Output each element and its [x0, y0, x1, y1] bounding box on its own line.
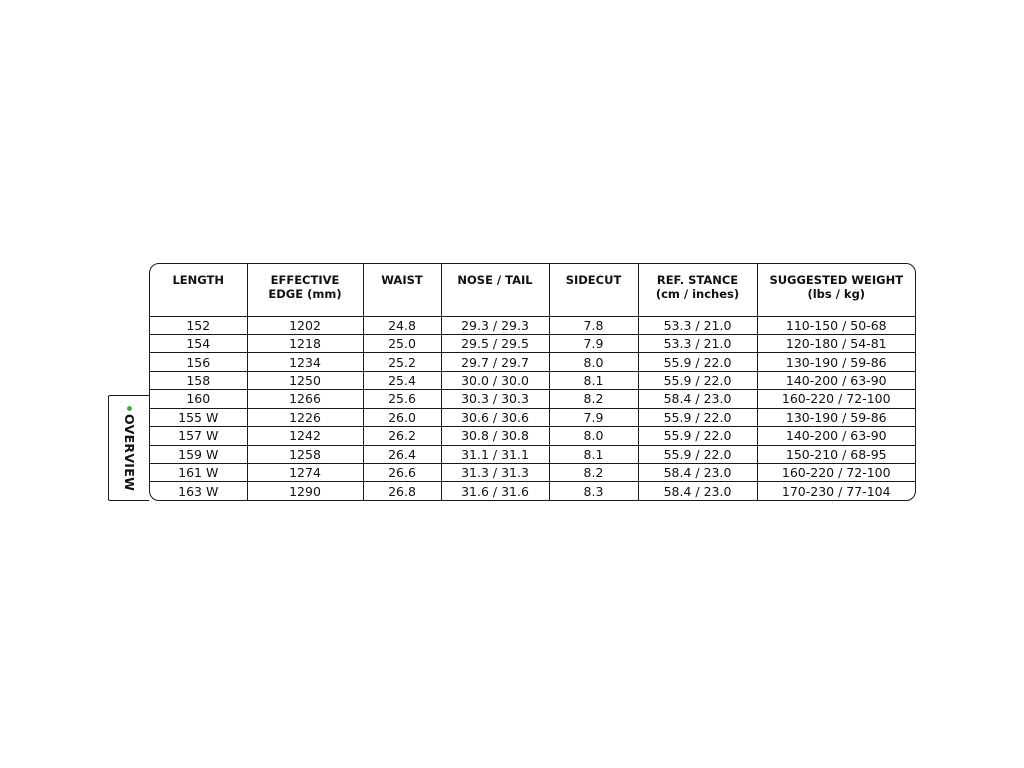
cell-effective-edge	[247, 371, 363, 389]
cell-nose-tail	[441, 316, 549, 334]
cell-ref-stance	[638, 427, 757, 445]
column-header-line: SUGGESTED WEIGHT	[769, 273, 904, 287]
cell-nose-tail	[441, 353, 549, 371]
cell-ref-stance	[638, 464, 757, 482]
cell-suggested-weight	[757, 427, 915, 445]
table-row	[150, 427, 915, 445]
cell-value: 7.9	[583, 409, 604, 425]
cell-ref-stance	[638, 445, 757, 463]
cell-waist	[363, 445, 441, 463]
cell-value: 140-200 / 63-90	[785, 428, 887, 444]
cell-value: 1250	[289, 373, 321, 389]
cell-value: 25.4	[388, 373, 416, 389]
cell-ref-stance	[638, 334, 757, 352]
cell-waist	[363, 427, 441, 445]
cell-value: 25.0	[388, 336, 416, 352]
column-header-ref-stance	[638, 264, 757, 316]
cell-nose-tail	[441, 464, 549, 482]
cell-value: 8.0	[583, 428, 604, 444]
overview-label: OVERVIEW	[122, 414, 137, 492]
cell-value: 158	[186, 373, 211, 389]
cell-nose-tail	[441, 334, 549, 352]
cell-suggested-weight	[757, 353, 915, 371]
column-header-length	[150, 264, 247, 316]
column-header-line: WAIST	[381, 273, 423, 287]
cell-value: 29.5 / 29.5	[461, 336, 529, 352]
cell-value: 30.8 / 30.8	[461, 428, 529, 444]
cell-value: 25.6	[388, 391, 416, 407]
cell-waist	[363, 353, 441, 371]
cell-sidecut	[549, 316, 638, 334]
cell-ref-stance	[638, 371, 757, 389]
green-dot-icon	[127, 406, 132, 411]
cell-waist	[363, 316, 441, 334]
cell-value: 31.6 / 31.6	[461, 483, 529, 499]
cell-value: 1274	[289, 465, 321, 481]
cell-effective-edge	[247, 353, 363, 371]
cell-effective-edge	[247, 334, 363, 352]
column-header-line: LENGTH	[172, 273, 224, 287]
cell-waist	[363, 334, 441, 352]
cell-sidecut	[549, 408, 638, 426]
cell-ref-stance	[638, 390, 757, 408]
cell-length	[150, 482, 247, 500]
cell-sidecut	[549, 427, 638, 445]
column-header-waist	[363, 264, 441, 316]
spec-table	[150, 264, 915, 500]
cell-sidecut	[549, 390, 638, 408]
cell-suggested-weight	[757, 445, 915, 463]
cell-value: 156	[186, 354, 211, 370]
cell-effective-edge	[247, 427, 363, 445]
cell-waist	[363, 464, 441, 482]
cell-value: 8.2	[583, 391, 604, 407]
cell-length	[150, 334, 247, 352]
cell-value: 55.9 / 22.0	[663, 428, 732, 444]
cell-sidecut	[549, 464, 638, 482]
cell-suggested-weight	[757, 371, 915, 389]
table-row	[150, 353, 915, 371]
column-header-line: (lbs / kg)	[807, 287, 866, 301]
cell-suggested-weight	[757, 482, 915, 500]
cell-ref-stance	[638, 408, 757, 426]
column-header-nose-tail	[441, 264, 549, 316]
cell-waist	[363, 482, 441, 500]
cell-length	[150, 427, 247, 445]
cell-suggested-weight	[757, 464, 915, 482]
column-header-line: SIDECUT	[565, 273, 622, 287]
cell-value: 8.2	[583, 465, 604, 481]
cell-value: 1290	[289, 483, 321, 499]
cell-waist	[363, 371, 441, 389]
cell-value: 8.1	[583, 373, 604, 389]
cell-value: 152	[186, 317, 211, 333]
table-row	[150, 316, 915, 334]
overview-side-tab	[108, 395, 149, 501]
cell-length	[150, 353, 247, 371]
cell-value: 26.2	[388, 428, 416, 444]
spec-table-container	[149, 263, 916, 501]
cell-effective-edge	[247, 408, 363, 426]
cell-value: 26.6	[388, 465, 416, 481]
cell-value: 58.4 / 23.0	[663, 391, 732, 407]
cell-value: 55.9 / 22.0	[663, 373, 732, 389]
cell-nose-tail	[441, 445, 549, 463]
column-header-line: NOSE / TAIL	[457, 273, 533, 287]
cell-effective-edge	[247, 482, 363, 500]
cell-value: 1202	[289, 317, 321, 333]
cell-value: 159 W	[178, 446, 219, 462]
cell-sidecut	[549, 334, 638, 352]
cell-value: 160-220 / 72-100	[781, 465, 891, 481]
column-header-effective-edge	[247, 264, 363, 316]
cell-value: 31.1 / 31.1	[461, 446, 529, 462]
column-header-line: REF. STANCE	[656, 273, 739, 287]
column-header-suggested-weight	[757, 264, 915, 316]
cell-value: 160	[186, 391, 211, 407]
cell-value: 110-150 / 50-68	[785, 317, 887, 333]
cell-effective-edge	[247, 464, 363, 482]
cell-value: 150-210 / 68-95	[785, 446, 887, 462]
cell-suggested-weight	[757, 390, 915, 408]
table-row	[150, 482, 915, 500]
cell-value: 30.6 / 30.6	[461, 409, 529, 425]
cell-value: 29.3 / 29.3	[461, 317, 529, 333]
cell-value: 1234	[289, 354, 321, 370]
cell-value: 1242	[289, 428, 321, 444]
cell-value: 26.0	[388, 409, 416, 425]
cell-value: 8.0	[583, 354, 604, 370]
cell-value: 26.8	[388, 483, 416, 499]
cell-value: 163 W	[178, 483, 219, 499]
cell-value: 29.7 / 29.7	[461, 354, 529, 370]
cell-value: 1218	[289, 336, 321, 352]
column-header-line: EDGE (mm)	[268, 287, 342, 301]
overview-side-tab-inner	[117, 396, 142, 502]
cell-nose-tail	[441, 390, 549, 408]
cell-length	[150, 408, 247, 426]
table-row	[150, 408, 915, 426]
cell-value: 140-200 / 63-90	[785, 373, 887, 389]
cell-nose-tail	[441, 408, 549, 426]
cell-value: 1266	[289, 391, 321, 407]
table-row	[150, 445, 915, 463]
cell-waist	[363, 408, 441, 426]
cell-value: 170-230 / 77-104	[781, 483, 891, 499]
cell-nose-tail	[441, 427, 549, 445]
cell-length	[150, 445, 247, 463]
cell-value: 154	[186, 336, 211, 352]
cell-value: 130-190 / 59-86	[785, 409, 887, 425]
cell-value: 155 W	[178, 409, 219, 425]
cell-suggested-weight	[757, 408, 915, 426]
cell-sidecut	[549, 482, 638, 500]
cell-value: 55.9 / 22.0	[663, 354, 732, 370]
cell-value: 7.9	[583, 336, 604, 352]
column-header-line: EFFECTIVE	[270, 273, 340, 287]
cell-value: 30.0 / 30.0	[461, 373, 529, 389]
cell-effective-edge	[247, 390, 363, 408]
cell-effective-edge	[247, 445, 363, 463]
cell-nose-tail	[441, 482, 549, 500]
cell-nose-tail	[441, 371, 549, 389]
cell-value: 55.9 / 22.0	[663, 409, 732, 425]
cell-value: 8.3	[583, 483, 604, 499]
table-body	[150, 316, 915, 500]
cell-value: 30.3 / 30.3	[461, 391, 529, 407]
cell-sidecut	[549, 371, 638, 389]
table-header-row	[150, 264, 915, 316]
cell-value: 24.8	[388, 317, 416, 333]
cell-length	[150, 371, 247, 389]
cell-ref-stance	[638, 353, 757, 371]
cell-ref-stance	[638, 316, 757, 334]
cell-suggested-weight	[757, 334, 915, 352]
cell-value: 25.2	[388, 354, 416, 370]
cell-length	[150, 316, 247, 334]
cell-value: 1226	[289, 409, 321, 425]
cell-value: 130-190 / 59-86	[785, 354, 887, 370]
table-row	[150, 334, 915, 352]
cell-value: 160-220 / 72-100	[781, 391, 891, 407]
cell-value: 26.4	[388, 446, 416, 462]
overview-label-group	[122, 406, 137, 491]
cell-sidecut	[549, 353, 638, 371]
cell-value: 58.4 / 23.0	[663, 465, 732, 481]
cell-value: 161 W	[178, 465, 219, 481]
cell-effective-edge	[247, 316, 363, 334]
cell-value: 53.3 / 21.0	[663, 317, 732, 333]
cell-value: 53.3 / 21.0	[663, 336, 732, 352]
table-row	[150, 390, 915, 408]
cell-sidecut	[549, 445, 638, 463]
cell-value: 157 W	[178, 428, 219, 444]
cell-value: 120-180 / 54-81	[785, 336, 887, 352]
cell-ref-stance	[638, 482, 757, 500]
cell-suggested-weight	[757, 316, 915, 334]
cell-value: 55.9 / 22.0	[663, 446, 732, 462]
cell-length	[150, 390, 247, 408]
cell-waist	[363, 390, 441, 408]
cell-value: 58.4 / 23.0	[663, 483, 732, 499]
cell-value: 31.3 / 31.3	[461, 465, 529, 481]
table-row	[150, 464, 915, 482]
column-header-line: (cm / inches)	[655, 287, 740, 301]
column-header-sidecut	[549, 264, 638, 316]
cell-value: 8.1	[583, 446, 604, 462]
cell-length	[150, 464, 247, 482]
cell-value: 1258	[289, 446, 321, 462]
table-row	[150, 371, 915, 389]
cell-value: 7.8	[583, 317, 604, 333]
